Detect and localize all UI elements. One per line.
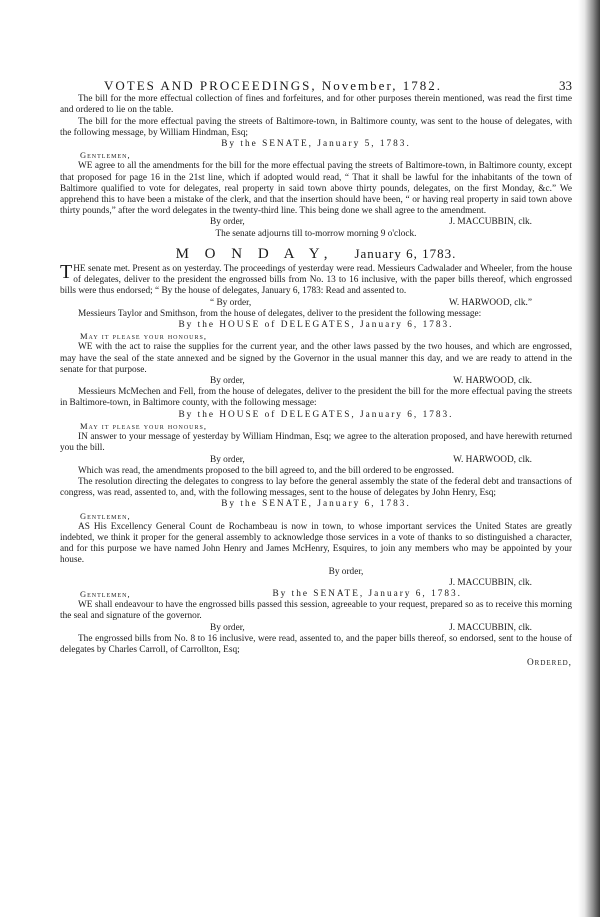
paragraph: The engrossed bills from No. 8 to 16 inclusive, were read, assented to, and the paper bills thereof, so endorsed, sent to the house of delegates by Charles Carroll, of Carrollton, Esq; [60,633,572,655]
scan-edge-shadow [578,0,600,917]
drop-cap: T [60,261,73,284]
catchword: Ordered, [526,658,572,669]
signature-block [60,217,572,228]
clerk-signature: W. HARWOOD, clk. [453,376,532,387]
paragraph: AS His Excellency General Count de Rochambeau is now in town, to whose important services the United States are greatly indebted, we think it proper for the general assembly to acknowledge those services in a vote of thanks to so distinguished a character, and for this purpose we have named John Henry and James McHenry, Esquires, to join any members who may be appointed by your house. [60,521,572,566]
by-order: “ By order, [210,297,252,308]
paragraph: Which was read, the amendments proposed to the bill agreed to, and the bill ordered to be engrossed. [78,465,454,476]
day-date: January 6, 1783. [354,245,457,261]
by-order: By order, [210,217,245,228]
by-order: By order, [328,566,364,577]
adjournment-line: The senate adjourns till to-morrow morning 9 o'clock. [215,228,417,239]
body-text [60,94,572,656]
by-order: By order, [210,376,245,387]
salutation: May it please your honours, [80,331,207,342]
paragraph: Messieurs Taylor and Smithson, from the house of delegates, deliver to the president the following message: [78,308,482,319]
signature-block [60,376,572,387]
paragraph: WE with the act to raise the supplies for the current year, and the other laws passed by the two houses, and which are engrossed, may have the seal of the state annexed and be signed by the Governor in the usual manner this day, and we are ready to attend in the senate for that purpose. [60,342,572,375]
paragraph: Messieurs McMechen and Fell, from the house of delegates, deliver to the president the bill for the more effectual paving the streets in Baltimore-town, in Baltimore county, with the following message: [60,387,572,409]
message-heading: By the SENATE, January 6, 1783. [221,499,411,510]
paragraph-text: HE senate met. Present as on yesterday. The proceedings of yesterday were read. Messieurs Cadwalader and Wheeler, from the house of delegates, deliver to the president the engrossed bills from No. 13 to 16 inclusive, with the paper bills thereof, which engrossed bills were thus endorsed; “ By the house of delegates, January 6, 1783: Read and assented to. [60,264,572,297]
running-head-title: VOTES AND PROCEEDINGS, November, 1782. [104,78,442,93]
day-heading [60,245,572,262]
salutation: May it please your honours, [80,420,207,431]
salutation: Gentlemen, [80,588,131,599]
document-page [60,80,572,669]
salutation: Gentlemen, [80,510,131,521]
signature-block [60,455,572,466]
clerk-signature: J. MACCUBBIN, clk. [449,217,532,228]
signature-block [60,298,572,309]
message-heading: By the SENATE, January 5, 1783. [221,139,411,150]
clerk-signature: J. MACCUBBIN, clk. [449,622,532,633]
message-heading: By the HOUSE of DELEGATES, January 6, 1783. [178,320,454,331]
clerk-signature: J. MACCUBBIN, clk. [449,577,532,588]
message-heading: By the SENATE, January 6, 1783. [272,588,462,599]
paragraph: WE shall endeavour to have the engrossed bills passed this session, agreeable to your request, prepared so as to receive this morning the seal and signature of the governor. [60,600,572,622]
clerk-signature: W. HARWOOD, clk. [453,454,532,465]
opening-paragraph [60,261,572,298]
by-order: By order, [210,622,245,633]
message-heading: By the HOUSE of DELEGATES, January 6, 1783. [178,409,454,420]
message-heading-row [60,589,572,600]
paragraph: WE agree to all the amendments for the bill for the more effectual paving the streets of Baltimore-town, in Baltimore county, except that proposed for page 16 in the 21st line, which if adopted would read, “ That it shall be lawful for the inhabitants of the town of Baltimore qualified to vote for delegates, real property in said town above thirty pounds, delegates, on the first Monday, &c.” We apprehend this to have been a mistake of the clerk, and that the insertion should have been, “ or having real property in said town above thirty pounds,” after the word delegates in the twenty-third line. This being done we shall agree to the amendment. [60,161,572,217]
paragraph: The bill for the more effectual paving the streets of Baltimore-town, in Baltimore county, was sent to the house of delegates, with the following message, by William Hindman, Esq; [60,116,572,138]
paragraph: IN answer to your message of yesterday by William Hindman, Esq; we agree to the alteration proposed, and have herewith returned you the bill. [60,432,572,454]
paragraph: The resolution directing the delegates to congress to lay before the general assembly the state of the federal debt and transactions of congress, was read, assented to, and, with the following messages, sent to the house of delegates by John Henry, Esq; [60,476,572,499]
signature-block [60,623,572,634]
clerk-signature: W. HARWOOD, clk.” [448,297,532,308]
paragraph: The bill for the more effectual collection of fines and forfeitures, and for other purposes therein mentioned, was read the first time and ordered to lie on the table. [60,94,572,116]
page-number: 33 [559,78,572,93]
day-name: M O N D A Y, [175,245,334,262]
running-head [60,80,572,91]
salutation: Gentlemen, [80,150,131,161]
by-order: By order, [210,454,245,465]
